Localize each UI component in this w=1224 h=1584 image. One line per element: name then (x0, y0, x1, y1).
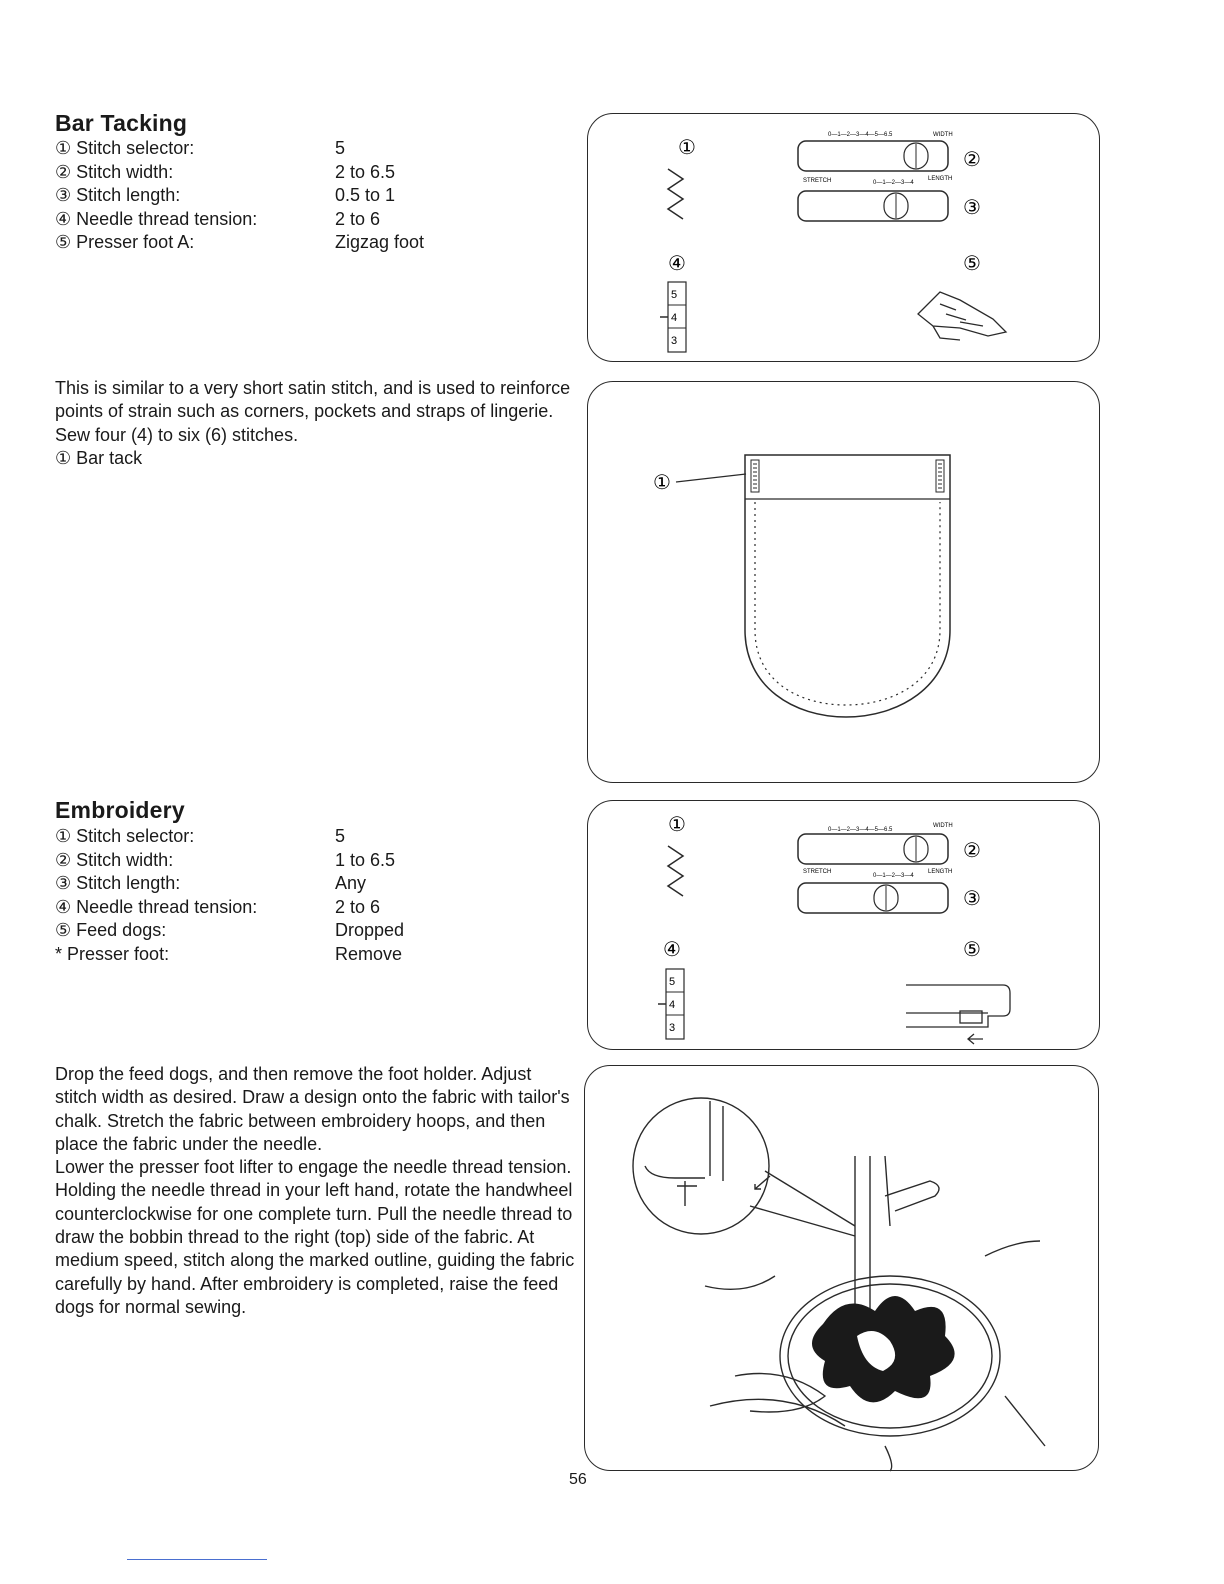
magnifier-circle (633, 1098, 769, 1234)
callout-5: ⑤ (963, 253, 981, 275)
embroidery-settings-diagram (587, 800, 1100, 1050)
setting-row (55, 137, 424, 161)
zigzag-presser-foot-icon (918, 292, 1006, 340)
setting-num: ③ (55, 873, 72, 893)
bar-tacking-description (55, 377, 575, 470)
bar-tacking-heading: Bar Tacking (55, 110, 188, 136)
setting-value: Remove (335, 943, 403, 964)
setting-label: Needle thread tension: (76, 208, 258, 229)
setting-row (55, 825, 404, 849)
setting-value: 5 (335, 826, 346, 846)
embroidery-settings (55, 825, 404, 966)
setting-row (55, 208, 424, 232)
setting-label: Stitch width: (76, 161, 174, 182)
bar-tacking-settings (55, 137, 424, 255)
setting-num: ③ (55, 185, 72, 205)
callout-3: ③ (963, 888, 981, 910)
setting-num: * (55, 943, 63, 964)
paragraph: This is similar to a very short satin stitch, and is used to reinforce points of strain such as corners, pockets and straps of lingerie. (55, 378, 571, 422)
width-scale: 0—1—2—3—4—5—6.5 (828, 132, 893, 138)
setting-value: 2 to 6 (335, 896, 381, 917)
embroidery-heading: Embroidery (55, 797, 185, 823)
length-dial (798, 191, 948, 221)
pocket-stitch-line (755, 502, 940, 705)
width-label: WIDTH (933, 823, 953, 829)
length-dial (798, 883, 948, 913)
setting-value: Zigzag foot (335, 232, 425, 252)
hand-illustration (735, 1374, 825, 1413)
width-dial (798, 141, 948, 171)
setting-label: Needle thread tension: (76, 896, 258, 917)
width-scale: 0—1—2—3—4—5—6.5 (828, 827, 893, 833)
setting-label: Stitch length: (76, 873, 181, 893)
setting-row (55, 872, 404, 896)
callout-2: ② (963, 149, 981, 171)
callout-4: ④ (668, 253, 686, 275)
setting-num: ④ (55, 208, 72, 229)
setting-num: ① (55, 826, 72, 846)
setting-row (55, 161, 424, 185)
setting-value: Dropped (335, 920, 405, 940)
callout-3: ③ (963, 197, 981, 219)
setting-value: 0.5 to 1 (335, 185, 396, 205)
callout-2: ② (963, 840, 981, 862)
callout-1: ① (678, 137, 696, 159)
tension-mark: 3 (671, 335, 678, 347)
callout-1: ① (668, 814, 686, 836)
bar-tack-stitches-left (753, 464, 757, 488)
settings-diagram-svg (588, 114, 1101, 363)
zigzag-stitch-icon (668, 169, 683, 219)
tension-mark: 4 (671, 312, 678, 324)
embroidery-hoop-illustration (584, 1065, 1099, 1471)
page-number: 56 (569, 1471, 587, 1488)
magnified-needle-detail (645, 1101, 723, 1181)
setting-label: Feed dogs: (76, 920, 167, 940)
callout-bar-tack: ① (653, 472, 671, 494)
rotate-arrow-icon (755, 1176, 770, 1189)
feed-dog-lever-icon (906, 985, 1010, 1044)
tension-mark: 3 (669, 1022, 676, 1034)
length-scale: 0—1—2—3—4 (873, 180, 914, 186)
setting-row (55, 231, 424, 255)
setting-label: Stitch selector: (76, 826, 195, 846)
setting-label: Presser foot A: (76, 232, 195, 252)
paragraph: Drop the feed dogs, and then remove the foot holder. Adjust stitch width as desired. Draw a design onto the fabric with tailor's chalk. Stretch the fabric between embroidery hoops, and then place the fabric under the needle. (55, 1064, 570, 1154)
hoop-illustration-svg (585, 1066, 1100, 1472)
bar-tack-stitches-right (938, 464, 942, 488)
setting-row (55, 919, 404, 943)
stretch-label: STRETCH (803, 869, 832, 875)
paragraph: Sew four (4) to six (6) stitches. (55, 424, 299, 445)
paragraph: ① Bar tack (55, 447, 143, 468)
length-scale: 0—1—2—3—4 (873, 873, 914, 879)
bar-tacking-settings-diagram (587, 113, 1100, 362)
setting-row (55, 849, 404, 873)
presser-foot-lifter (885, 1181, 939, 1211)
setting-row (55, 184, 424, 208)
magnifier-leader (750, 1206, 855, 1236)
callout-5: ⑤ (963, 939, 981, 961)
setting-label: Stitch width: (76, 849, 174, 870)
setting-value: 2 to 6.5 (335, 161, 396, 182)
setting-value: 2 to 6 (335, 208, 381, 229)
embroidery-description (55, 1063, 575, 1319)
setting-num: ② (55, 161, 72, 182)
setting-row (55, 896, 404, 920)
leader-line (676, 474, 746, 482)
setting-num: ④ (55, 896, 72, 917)
tension-dial-icon (658, 969, 684, 1039)
tension-dial-icon (660, 282, 686, 352)
setting-label: Stitch length: (76, 185, 181, 205)
magnifier-leader (765, 1171, 855, 1226)
setting-num: ⑤ (55, 232, 72, 252)
tension-mark: 4 (669, 999, 676, 1011)
setting-value: 1 to 6.5 (335, 849, 396, 870)
pocket-diagram-svg (588, 382, 1101, 784)
setting-label: Presser foot: (67, 943, 170, 964)
setting-value: Any (335, 873, 367, 893)
footer-rule (127, 1559, 267, 1560)
tension-mark: 5 (671, 289, 678, 301)
magnified-needle-clamp (677, 1181, 697, 1206)
setting-row (55, 943, 404, 967)
tension-mark: 5 (669, 976, 676, 988)
width-dial (798, 834, 948, 864)
settings-diagram-svg (588, 801, 1101, 1051)
pocket-bar-tack-diagram (587, 381, 1100, 783)
zigzag-stitch-icon (668, 846, 683, 896)
length-label: LENGTH (928, 869, 953, 875)
setting-label: Stitch selector: (76, 138, 195, 158)
paragraph: Lower the presser foot lifter to engage the needle thread tension. Holding the needle thread in your left hand, rotate the handwheel counterclockwise for one complete turn. Pull the needle thread to draw the bobbin thread to the right (top) side of the fabric. At medium speed, stitch along the marked outline, guiding the fabric carefully by hand. After embroidery is completed, raise the feed dogs for normal sewing. (55, 1157, 575, 1317)
setting-num: ⑤ (55, 920, 72, 940)
setting-value: 5 (335, 138, 346, 158)
stretch-label: STRETCH (803, 178, 832, 184)
setting-num: ① (55, 138, 72, 158)
width-label: WIDTH (933, 132, 953, 138)
length-label: LENGTH (928, 176, 953, 182)
pocket-outline (745, 455, 950, 717)
callout-4: ④ (663, 939, 681, 961)
setting-num: ② (55, 849, 72, 870)
